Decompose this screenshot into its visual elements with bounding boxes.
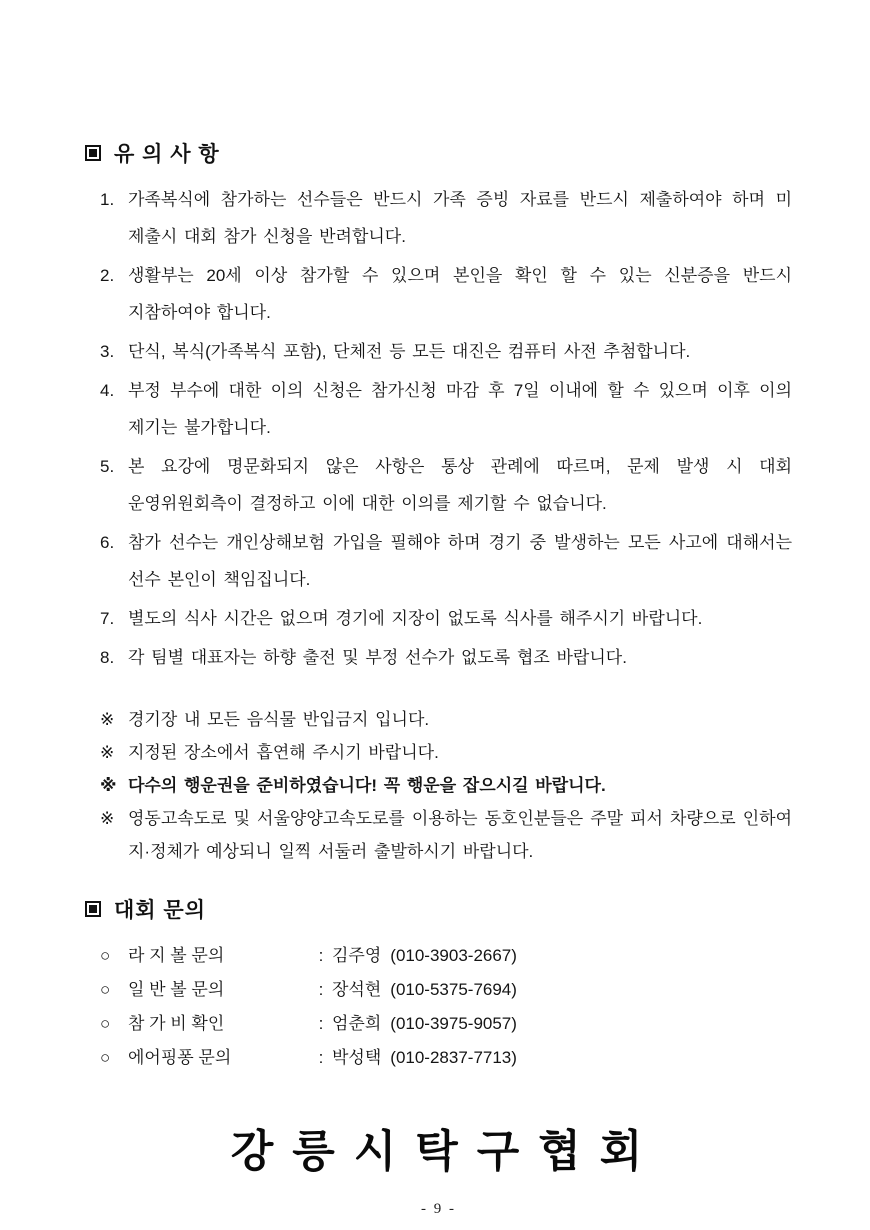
contact-person: 김주영 xyxy=(332,946,382,965)
contact-item xyxy=(100,973,792,1007)
contact-phone: (010-5375-7694) xyxy=(390,980,517,999)
item-text: 단식, 복식(가족복식 포함), 단체전 등 모든 대진은 컴퓨터 사전 추첨합니다. xyxy=(128,342,691,361)
notice-item xyxy=(100,181,792,255)
contact-separator: : xyxy=(318,1048,324,1067)
circle-bullet-icon: ○ xyxy=(100,1014,111,1033)
remark-text: 영동고속도로 및 서울양양고속도로를 이용하는 동호인분들은 주말 피서 차량으로 인하여 지·정체가 예상되니 일찍 서둘러 출발하시기 바랍니다. xyxy=(128,809,792,861)
notice-item xyxy=(100,524,792,598)
item-number: 3. xyxy=(100,342,115,361)
contact-item xyxy=(100,1041,792,1075)
page-number: - 9 - xyxy=(421,1201,456,1217)
remark-item xyxy=(100,769,792,802)
contact-label: 참 가 비 확인 xyxy=(128,1014,225,1033)
contact-separator: : xyxy=(318,946,324,965)
square-bullet-icon xyxy=(85,145,101,161)
contact-phone: (010-3903-2667) xyxy=(390,946,517,965)
contact-phone: (010-3975-9057) xyxy=(390,1014,517,1033)
item-text: 참가 선수는 개인상해보험 가입을 필해야 하며 경기 중 발생하는 모든 사고에 대해서는 선수 본인이 책임집니다. xyxy=(128,533,792,589)
reference-mark-icon: ※ xyxy=(100,809,115,828)
item-number: 1. xyxy=(100,190,115,209)
item-number: 7. xyxy=(100,609,115,628)
item-text: 각 팀별 대표자는 하향 출전 및 부정 선수가 없도록 협조 바랍니다. xyxy=(128,648,627,667)
remark-item xyxy=(100,703,792,736)
square-bullet-icon xyxy=(85,901,101,917)
notice-item xyxy=(100,257,792,331)
contact-phone: (010-2837-7713) xyxy=(390,1048,517,1067)
reference-mark-icon: ※ xyxy=(100,743,115,762)
remarks-list xyxy=(85,703,792,868)
circle-bullet-icon: ○ xyxy=(100,980,111,999)
contact-item xyxy=(100,939,792,973)
remark-item xyxy=(100,736,792,769)
item-text: 본 요강에 명문화되지 않은 사항은 통상 관례에 따르며, 문제 발생 시 대회 운영위원회측이 결정하고 이에 대한 이의를 제기할 수 없습니다. xyxy=(128,457,792,513)
remark-text: 지정된 장소에서 흡연해 주시기 바랍니다. xyxy=(128,743,439,762)
contact-item xyxy=(100,1007,792,1041)
notice-item xyxy=(100,639,792,676)
item-text: 별도의 식사 시간은 없으며 경기에 지장이 없도록 식사를 해주시기 바랍니다. xyxy=(128,609,703,628)
remark-text: 다수의 행운권을 준비하였습니다! 꼭 행운을 잡으시길 바랍니다. xyxy=(128,776,606,795)
contact-label: 일 반 볼 문의 xyxy=(128,980,225,999)
contact-person: 엄춘희 xyxy=(332,1014,382,1033)
notice-list xyxy=(85,181,792,676)
item-number: 2. xyxy=(100,266,115,285)
contact-person: 박성택 xyxy=(332,1048,382,1067)
item-text: 생활부는 20세 이상 참가할 수 있으며 본인을 확인 할 수 있는 신분증을 반드시 지참하여야 합니다. xyxy=(128,266,792,322)
remark-text: 경기장 내 모든 음식물 반입금지 입니다. xyxy=(128,710,430,729)
notice-item xyxy=(100,600,792,637)
contact-separator: : xyxy=(318,980,324,999)
item-text: 부정 부수에 대한 이의 신청은 참가신청 마감 후 7일 이내에 할 수 있으며 이후 이의 제기는 불가합니다. xyxy=(128,381,792,437)
item-number: 8. xyxy=(100,648,115,667)
notice-section-title: 유 의 사 항 xyxy=(114,143,220,166)
contact-person: 장석현 xyxy=(332,980,382,999)
reference-mark-icon: ※ xyxy=(100,710,115,729)
notice-item xyxy=(100,333,792,370)
item-number: 4. xyxy=(100,381,115,400)
item-number: 5. xyxy=(100,457,115,476)
organization-title: 강 릉 시 탁 구 협 회 xyxy=(230,1127,647,1176)
reference-mark-icon: ※ xyxy=(100,776,117,795)
contact-list xyxy=(85,939,792,1075)
contact-label: 라 지 볼 문의 xyxy=(128,946,225,965)
circle-bullet-icon: ○ xyxy=(100,946,111,965)
item-number: 6. xyxy=(100,533,115,552)
contact-separator: : xyxy=(318,1014,324,1033)
item-text: 가족복식에 참가하는 선수들은 반드시 가족 증빙 자료를 반드시 제출하여야 하며 미 제출시 대회 참가 신청을 반려합니다. xyxy=(128,190,792,246)
notice-item xyxy=(100,372,792,446)
notice-section-heading xyxy=(85,138,792,168)
remark-item xyxy=(100,802,792,868)
contact-section-title: 대회 문의 xyxy=(114,899,206,922)
contact-label: 에어핑퐁 문의 xyxy=(128,1048,232,1067)
contact-section-heading xyxy=(85,894,792,924)
circle-bullet-icon: ○ xyxy=(100,1048,111,1067)
notice-item xyxy=(100,448,792,522)
